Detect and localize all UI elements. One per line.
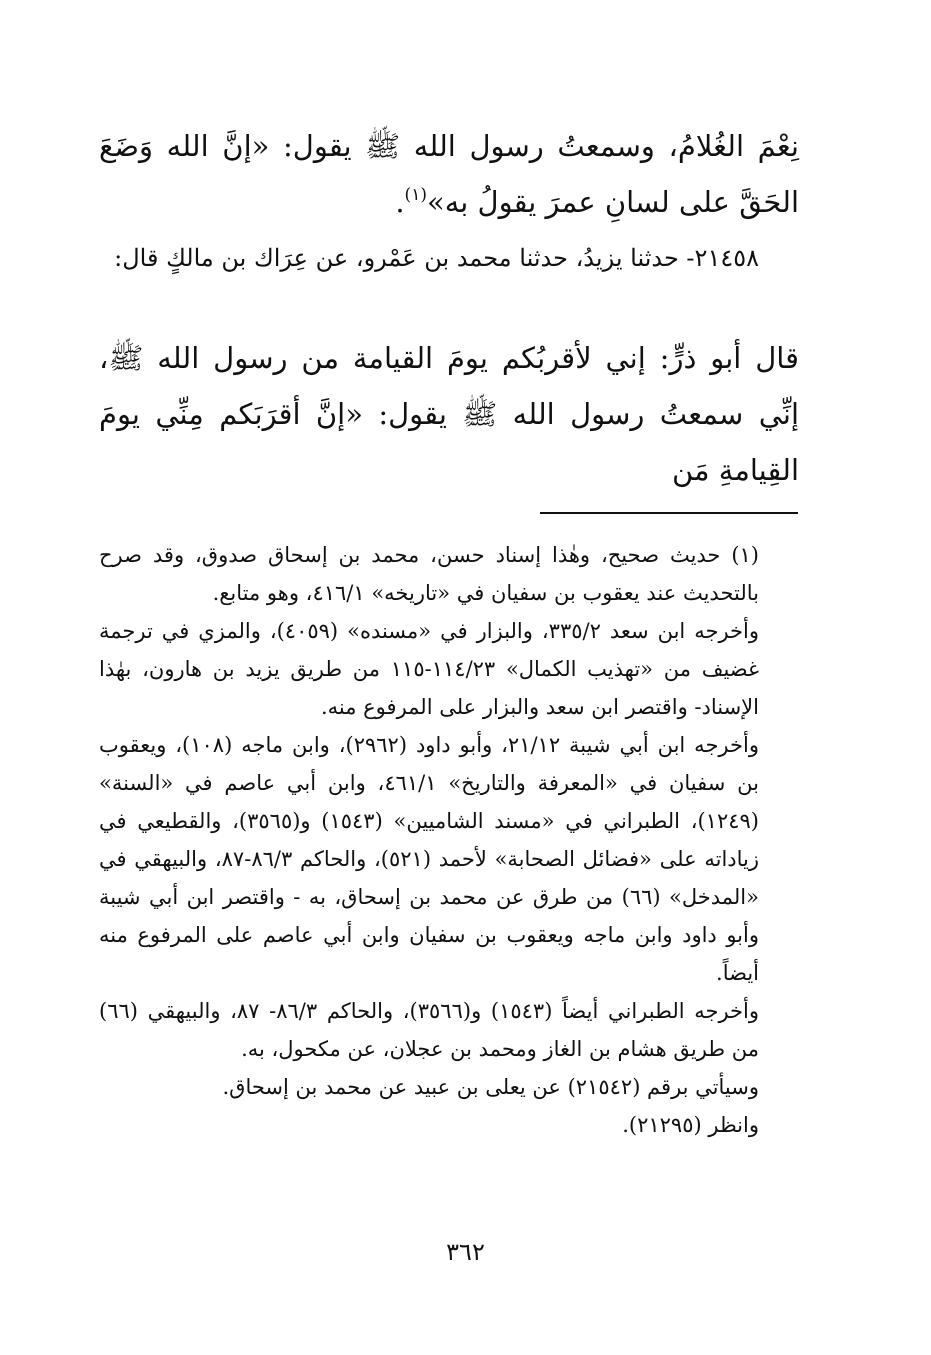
footnote-6: وانظر (٢١٢٩٥). (622, 1113, 759, 1137)
footnote-4: وأخرجه الطبراني أيضاً (١٥٤٣) و(٣٥٦٦)، والحاكم ٨٦/٣- ٨٧، والبيهقي (٦٦) من طريق هشام بن الغاز ومحمد بن عجلان، عن مكحول، به. (99, 999, 759, 1061)
footnote-reference: (١) (404, 185, 427, 205)
footnotes (99, 536, 799, 1144)
main-paragraph-1 (99, 118, 799, 230)
sentence-end: . (395, 185, 405, 219)
footnote-2: وأخرجه ابن سعد ٣٣٥/٢، والبزار في «مسنده» (٤٠٥٩)، والمزي في ترجمة غضيف من «تهذيب الكمال» ١١٤/٢٣-١١٥ من طريق يزيد بن هارون، بهٰذا الإسناد- واقتصر ابن سعد والبزار على المرفوع منه. (99, 619, 760, 719)
footnote-3: وأخرجه ابن أبي شيبة ٢١/١٢، وأبو داود (٢٩٦٢)، وابن ماجه (١٠٨)، ويعقوب بن سفيان في «المعرفة والتاريخ» ٤٦١/١، وابن أبي عاصم في «السنة» (١٢٤٩)، الطبراني في «مسند الشاميين» (١٥٤٣) و(٣٥٦٥)، والقطيعي في زياداته على «فضائل الصحابة» لأحمد (٥٢١)، والحاكم ٨٦/٣-٨٧، والبيهقي في «المدخل» (٦٦) من طرق عن محمد بن إسحاق، به - واقتصر ابن أبي شيبة وأبو داود وابن ماجه ويعقوب بن سفيان وابن أبي عاصم على المرفوع منه أيضاً. (99, 733, 760, 985)
hadith-chain-text: ٢١٤٥٨- حدثنا يزيدُ، حدثنا محمد بن عَمْرو، عن عِرَاك بن مالكٍ قال: (114, 244, 759, 272)
page-number: ٣٦٢ (446, 1238, 485, 1266)
main-paragraph-2 (99, 238, 799, 278)
footnote-5: وسيأتي برقم (٢١٥٤٢) عن يعلى بن عبيد عن محمد بن إسحاق. (222, 1075, 759, 1099)
footnote-1: (١) حديث صحيح، وهٰذا إسناد حسن، محمد بن إسحاق صدوق، وقد صرح بالتحديث عند يعقوب بن سفيان في «تاريخه» ٤١٦/١، وهو متابع. (99, 543, 759, 605)
footnote-separator (540, 512, 798, 514)
hadith-text-2: قال أبو ذرٍّ: إني لأقربُكم يومَ القيامة من رسول الله ﷺ، إنِّي سمعتُ رسول الله ﷺ يقول: «إنَّ أقرَبَكم مِنِّي يومَ القِيامةِ مَن (99, 341, 799, 487)
hadith-text: نِعْمَ الغُلامُ، وسمعتُ رسول الله ﷺ يقول: «إنَّ الله وَضَعَ الحَقَّ على لسانِ عمرَ يقولُ به» (99, 129, 799, 219)
main-paragraph-3 (99, 330, 799, 498)
